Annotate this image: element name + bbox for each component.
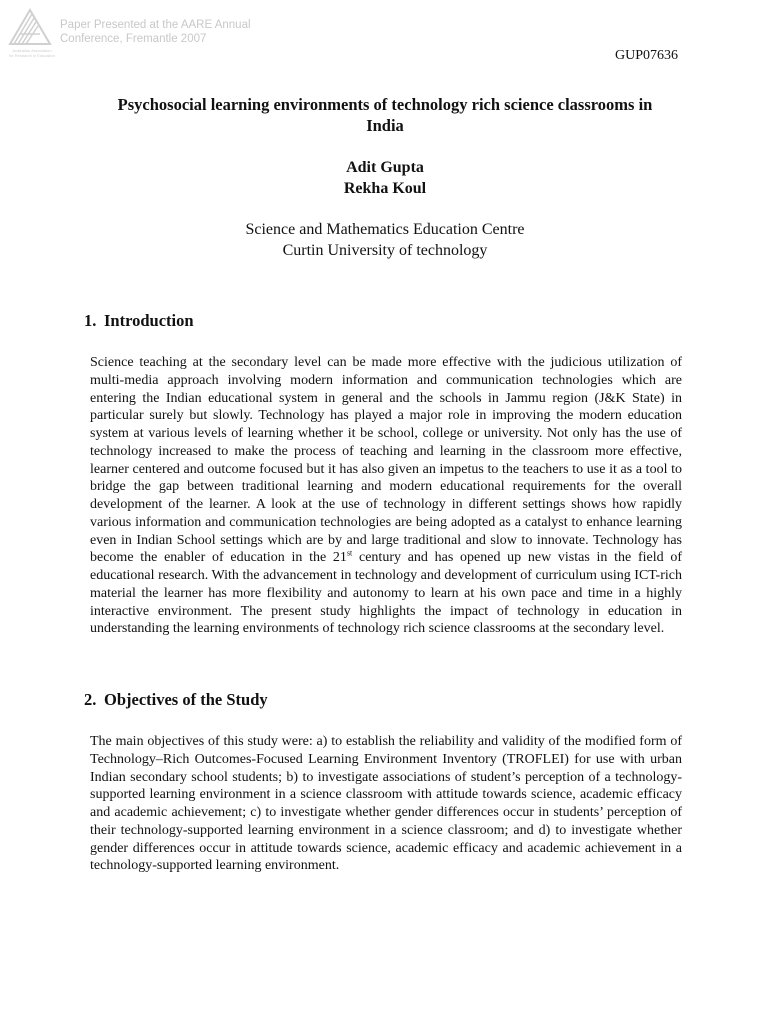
affiliation-line-2: Curtin University of technology [282, 242, 488, 259]
affiliation-line-1: Science and Mathematics Education Centre [245, 221, 525, 238]
section-heading-introduction [84, 311, 194, 331]
objectives-paragraph: The main objectives of this study were: a) to establish the reliability and validity of the modified form of Technology–Rich Outcomes-Focused Learning Environment Inventory (TROFLEI) for use with urban Indian secondary school students; b) to investigate associations of student’s perception of a technology-supported learning environment in a science classroom with attitude towards science, academic efficacy and academic achievement; c) to investigate whether gender differences occur in students’ perception of their technology-supported learning environment in a science classroom; and d) to investigate whether gender differences occur in attitude towards science, academic efficacy and academic achievement in a technology-supported learning environment. [90, 734, 682, 874]
author-2: Rekha Koul [343, 180, 427, 197]
watermark-line-1: Paper Presented at the AARE Annual [60, 19, 251, 31]
intro-text-part-1: Science teaching at the secondary level can be made more effective with the judicious utilization of multi-media approach involving modern information and communication technologies which are entering the Indian educational system in general and the schools in Jammu region (J&K State) in particular surely but slowly. Technology has played a major role in improving the modern education system at various levels of learning whether it be school, college or university. Not only has the use of technology increased to make the process of teaching and learning in the classroom more effective, learner centered and outcome focused but it has also given an impetus to the teachers to use it as a tool to bridge the gap between traditional learning and modern educational requirements for the overall development of the learner. A look at the use of technology in different settings shows how rapidly various information and communication technologies are being adopted as a catalyst to enhance learning even in Indian School settings which are by and large traditional and slow to innovate. Technology has become the enabler of education in the 21 [90, 355, 682, 566]
svg-text:Australian Association: Australian Association [12, 48, 52, 53]
intro-text-part-2: century and has opened up new vistas in the field of educational research. With the advancement in technology and development of curriculum using ICT-rich material the learner has more flexibility and autonomy to learn at his own pace and time in a highly interactive environment. The present study highlights the impact of technology in education in understanding the learning environments of technology rich science classrooms at the secondary level. [90, 550, 682, 637]
title-line-1: Psychosocial learning environments of technology rich science classrooms in [117, 95, 653, 114]
section-title: Objectives of the Study [104, 690, 268, 709]
introduction-paragraph [90, 354, 682, 638]
intro-superscript: st [346, 548, 353, 558]
section-title: Introduction [104, 311, 194, 330]
aare-logo-icon [2, 4, 62, 60]
paper-title [88, 94, 682, 136]
svg-text:for Research in Education: for Research in Education [8, 53, 56, 58]
authors [88, 157, 682, 199]
section-number: 1. [84, 311, 97, 330]
document-id: GUP07636 [614, 48, 678, 63]
watermark-line-2: Conference, Fremantle 2007 [60, 33, 207, 45]
conference-watermark [60, 18, 251, 46]
section-heading-objectives [84, 690, 268, 710]
author-1: Adit Gupta [346, 159, 424, 176]
section-number: 2. [84, 690, 97, 709]
affiliation [88, 219, 682, 261]
title-line-2: India [366, 116, 404, 135]
